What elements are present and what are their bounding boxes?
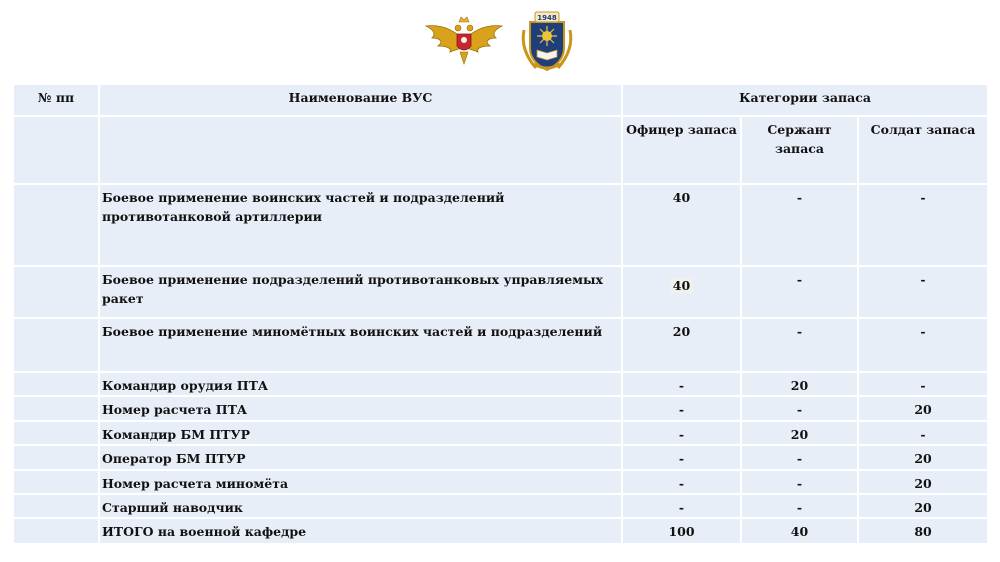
row-officer: 40 — [623, 185, 740, 265]
row-sergeant: 20 — [742, 373, 857, 395]
col-header-num: № пп — [14, 85, 98, 115]
col-header-categories: Категории запаса — [623, 85, 987, 115]
row-name: Боевое применение подразделений противотанковых управляемых ракет — [100, 267, 621, 317]
row-name: Номер расчета миномёта — [100, 471, 621, 493]
table-row — [14, 422, 987, 444]
row-name: Оператор БМ ПТУР — [100, 446, 621, 468]
col-header-soldier: Солдат запаса — [859, 117, 987, 183]
table-subheader-row — [14, 117, 987, 183]
table-row — [14, 373, 987, 395]
table-row — [14, 319, 987, 371]
row-name: Номер расчета ПТА — [100, 397, 621, 419]
row-num — [14, 495, 98, 517]
row-num — [14, 319, 98, 371]
row-soldier: 20 — [859, 397, 987, 419]
row-num — [14, 446, 98, 468]
row-name: Боевое применение воинских частей и подразделений противотанковой артиллерии — [100, 185, 621, 265]
svg-text:1948: 1948 — [537, 14, 557, 22]
row-num — [14, 422, 98, 444]
table-row — [14, 495, 987, 517]
row-sergeant: 20 — [742, 422, 857, 444]
row-officer: 100 — [623, 519, 740, 543]
row-soldier: 80 — [859, 519, 987, 543]
row-officer: - — [623, 495, 740, 517]
row-soldier: - — [859, 422, 987, 444]
row-sergeant: - — [742, 185, 857, 265]
row-num — [14, 267, 98, 317]
col-header-officer: Офицер запаса — [623, 117, 740, 183]
row-officer: - — [623, 471, 740, 493]
row-sergeant: - — [742, 471, 857, 493]
table-header-row — [14, 85, 987, 115]
row-officer: - — [623, 422, 740, 444]
subheader-empty-num — [14, 117, 98, 183]
row-soldier: - — [859, 267, 987, 317]
subheader-empty-name — [100, 117, 621, 183]
table-row — [14, 446, 987, 468]
col-header-name: Наименование ВУС — [100, 85, 621, 115]
row-sergeant: 40 — [742, 519, 857, 543]
row-name: Командир орудия ПТА — [100, 373, 621, 395]
row-officer: - — [623, 397, 740, 419]
table-row — [14, 397, 987, 419]
row-officer: - — [623, 446, 740, 468]
row-soldier: - — [859, 185, 987, 265]
row-num — [14, 373, 98, 395]
col-header-sergeant: Сержант запаса — [742, 117, 857, 183]
row-name: Старший наводчик — [100, 495, 621, 517]
row-soldier: - — [859, 319, 987, 371]
row-sergeant: - — [742, 319, 857, 371]
row-num — [14, 519, 98, 543]
row-soldier: - — [859, 373, 987, 395]
row-num — [14, 471, 98, 493]
row-sergeant: - — [742, 495, 857, 517]
row-officer-value: 40 — [670, 278, 693, 293]
logos-bar — [0, 6, 1000, 78]
row-num — [14, 185, 98, 265]
row-name: Командир БМ ПТУР — [100, 422, 621, 444]
row-sergeant: - — [742, 267, 857, 317]
row-officer: 20 — [623, 319, 740, 371]
table-row — [14, 471, 987, 493]
table-row — [14, 185, 987, 265]
row-name: Боевое применение миномётных воинских частей и подразделений — [100, 319, 621, 371]
eagle-emblem-icon — [424, 14, 504, 70]
row-name: ИТОГО на военной кафедре — [100, 519, 621, 543]
row-num — [14, 397, 98, 419]
row-soldier: 20 — [859, 495, 987, 517]
academy-shield-icon — [518, 10, 576, 74]
row-soldier: 20 — [859, 446, 987, 468]
row-officer: - — [623, 373, 740, 395]
row-officer — [623, 267, 740, 317]
table-total-row — [14, 519, 987, 543]
row-sergeant: - — [742, 446, 857, 468]
vus-table — [12, 83, 989, 545]
row-soldier: 20 — [859, 471, 987, 493]
table-row — [14, 267, 987, 317]
row-sergeant: - — [742, 397, 857, 419]
